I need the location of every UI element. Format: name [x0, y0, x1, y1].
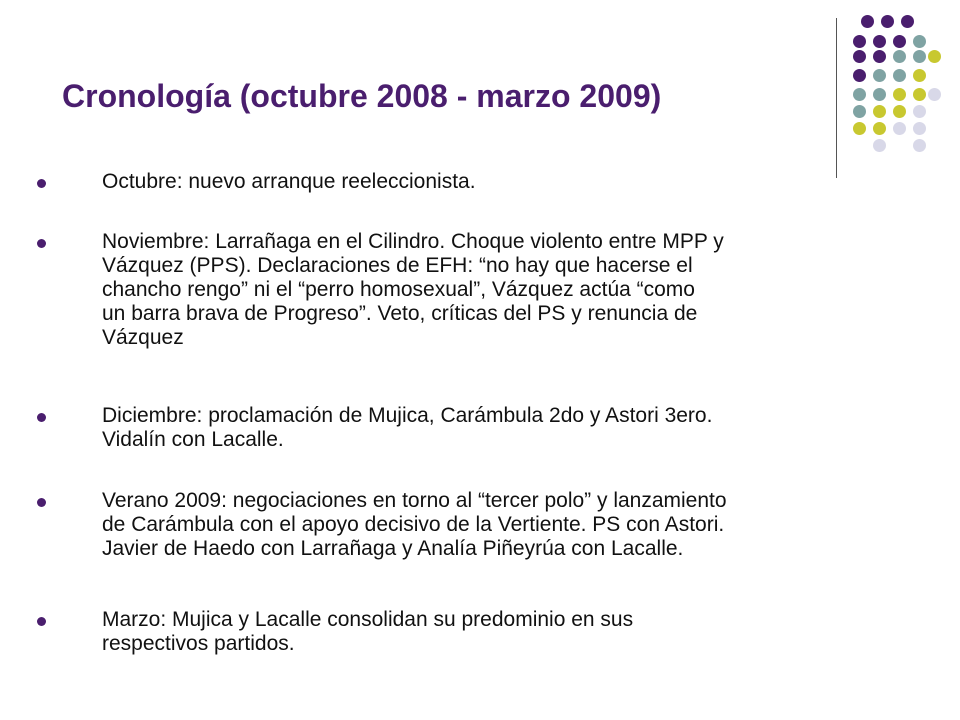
bullet-text [102, 608, 902, 656]
bullet-line: chancho rengo” ni el “perro homosexual”, Vázquez actúa “como [102, 278, 695, 301]
bullet-line: Javier de Haedo con Larrañaga y Analía Piñeyrúa con Lacalle. [102, 537, 684, 560]
bullet-line: respectivos partidos. [102, 632, 295, 655]
bullet-item-marzo [102, 608, 902, 656]
bullet-line: un barra brava de Progreso”. Veto, críticas del PS y renuncia de [102, 302, 698, 325]
bullet-item-noviembre [102, 230, 902, 350]
slide-title: Cronología (octubre 2008 - marzo 2009) [62, 78, 662, 114]
bullet-line: Diciembre: proclamación de Mujica, Carámbula 2do y Astori 3ero. [102, 404, 713, 427]
bullet-item-verano [102, 489, 902, 561]
bullet-line: de Carámbula con el apoyo decisivo de la Vertiente. PS con Astori. [102, 513, 725, 536]
bullet-item-octubre [102, 170, 902, 194]
bullet-line: Vázquez (PPS). Declaraciones de EFH: “no hay que hacerse el [102, 254, 693, 277]
bullet-icon [37, 617, 46, 626]
bullet-icon [37, 413, 46, 422]
bullet-icon [37, 239, 46, 248]
bullet-item-diciembre [102, 404, 902, 452]
bullet-line: Vidalín con Lacalle. [102, 428, 284, 451]
bullet-line: Marzo: Mujica y Lacalle consolidan su predominio en sus [102, 608, 634, 631]
bullet-line: Octubre: nuevo arranque reeleccionista. [102, 170, 476, 193]
bullet-icon [37, 179, 46, 188]
bullet-text [102, 230, 902, 350]
bullet-line: Vázquez [102, 326, 184, 349]
bullet-line: Verano 2009: negociaciones en torno al “tercer polo” y lanzamiento [102, 489, 727, 512]
bullet-text [102, 170, 902, 194]
bullet-text [102, 489, 902, 561]
bullet-line: Noviembre: Larrañaga en el Cilindro. Choque violento entre MPP y [102, 230, 724, 253]
bullet-icon [37, 498, 46, 507]
bullet-text [102, 404, 902, 452]
